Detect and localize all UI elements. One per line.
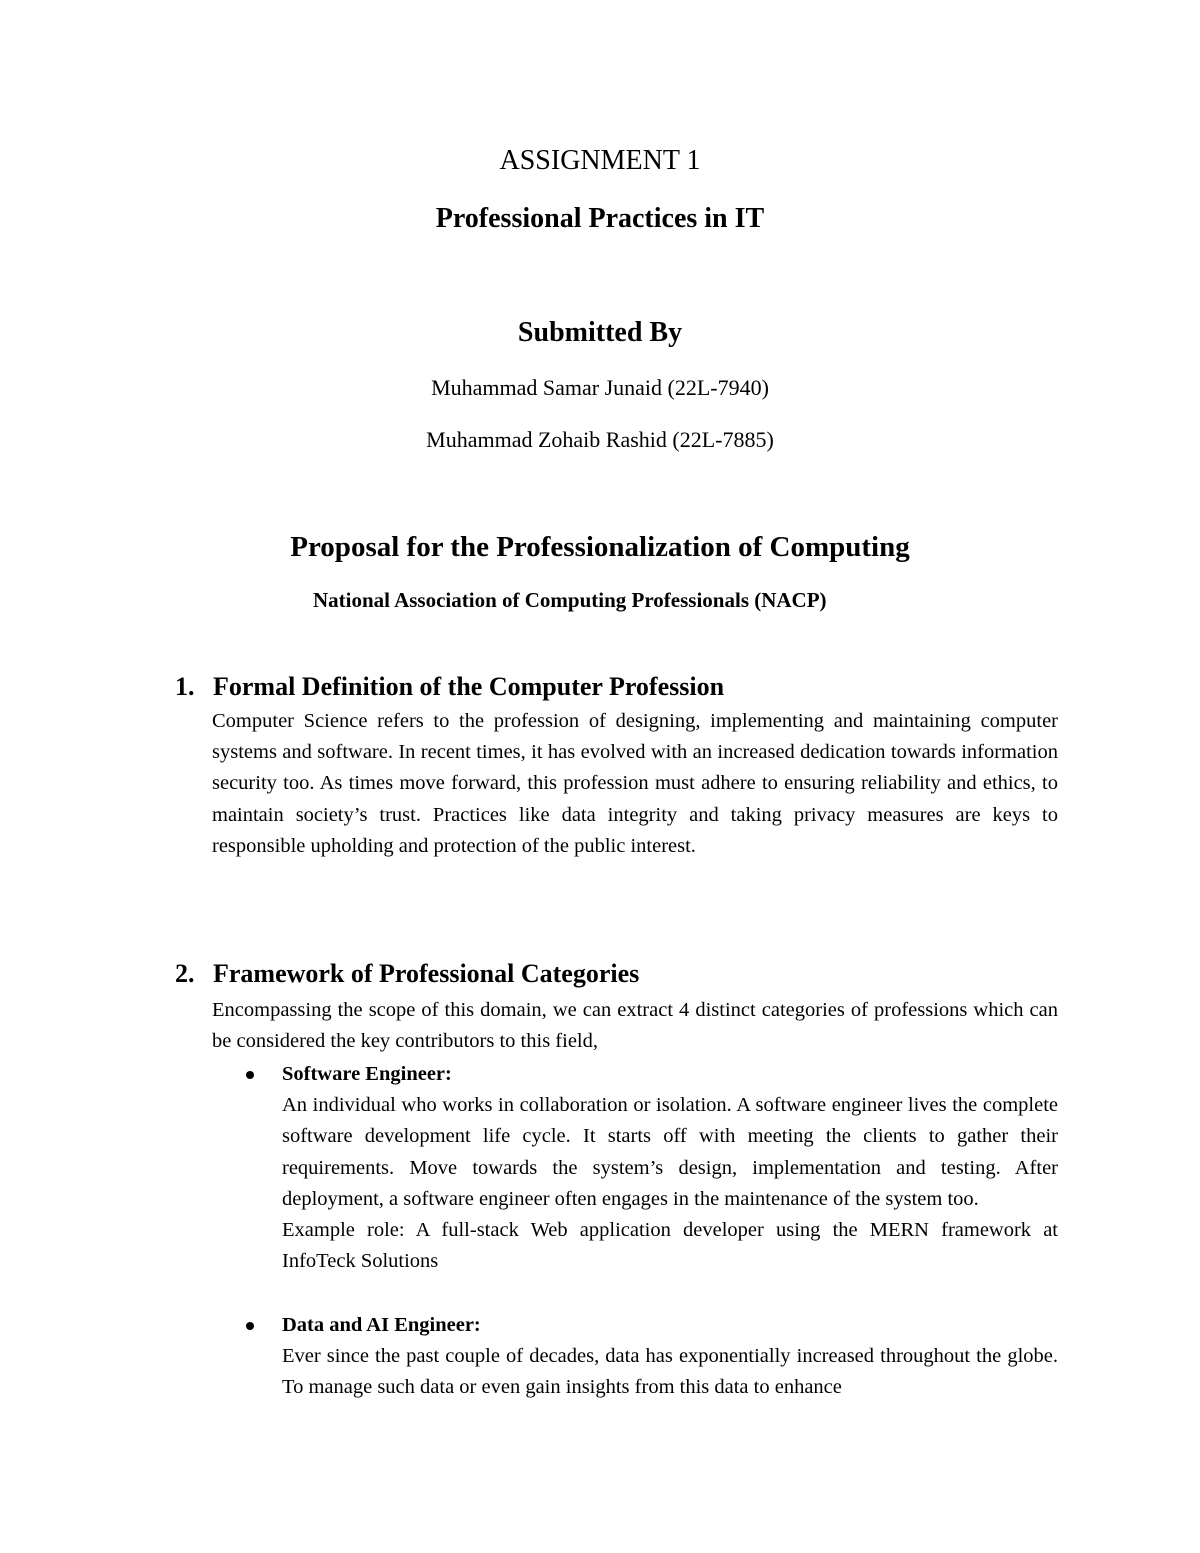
bullet-icon — [246, 1322, 254, 1330]
bullet-icon — [246, 1071, 254, 1079]
association-name: National Association of Computing Professionals (NACP) — [313, 588, 827, 612]
assignment-title: ASSIGNMENT 1 — [499, 145, 701, 176]
section-2-body: Encompassing the scope of this domain, we can extract 4 distinct categories of professions which can be considered the key contributors to this field, — [212, 999, 1058, 1053]
bullet-label: Software Engineer: — [282, 1063, 452, 1085]
bullet-software-engineer — [282, 1059, 1058, 1277]
bullet-description: Ever since the past couple of decades, data has exponentially increased throughout the globe. To manage such data or even gain insights from this data to enhance — [282, 1345, 1058, 1399]
section-2-title: Framework of Professional Categories — [213, 959, 640, 988]
bullet-data-ai-engineer — [282, 1310, 1058, 1404]
bullet-label: Data and AI Engineer: — [282, 1314, 481, 1336]
section-2-number: 2. — [175, 959, 195, 988]
course-title: Professional Practices in IT — [435, 203, 765, 234]
author-2: Muhammad Zohaib Rashid (22L-7885) — [426, 427, 774, 452]
section-1-title: Formal Definition of the Computer Profession — [213, 672, 725, 701]
section-2-heading — [175, 957, 639, 991]
bullet-description: An individual who works in collaboration or isolation. A software engineer lives the complete software development life cycle. It starts off with meeting the clients to gather their requirements. Move towards the system’s design, implementation and testing. After deployment, a software engineer often engages in the maintenance of the system too. — [282, 1094, 1058, 1210]
author-1: Muhammad Samar Junaid (22L-7940) — [431, 375, 769, 400]
bullet-example: Example role: A full-stack Web application developer using the MERN framework at InfoTeck Solutions — [282, 1219, 1058, 1273]
section-1-number: 1. — [175, 672, 195, 701]
proposal-title: Proposal for the Professionalization of Computing — [290, 531, 910, 563]
submitted-by-heading: Submitted By — [517, 317, 683, 348]
section-1-heading — [175, 670, 724, 704]
section-1-body: Computer Science refers to the profession of designing, implementing and maintaining computer systems and software. In recent times, it has evolved with an increased dedication towards information security too. As times move forward, this profession must adhere to ensuring reliability and ethics, to maintain society’s trust. Practices like data integrity and taking privacy measures are keys to responsible upholding and protection of the public interest. — [212, 710, 1058, 857]
